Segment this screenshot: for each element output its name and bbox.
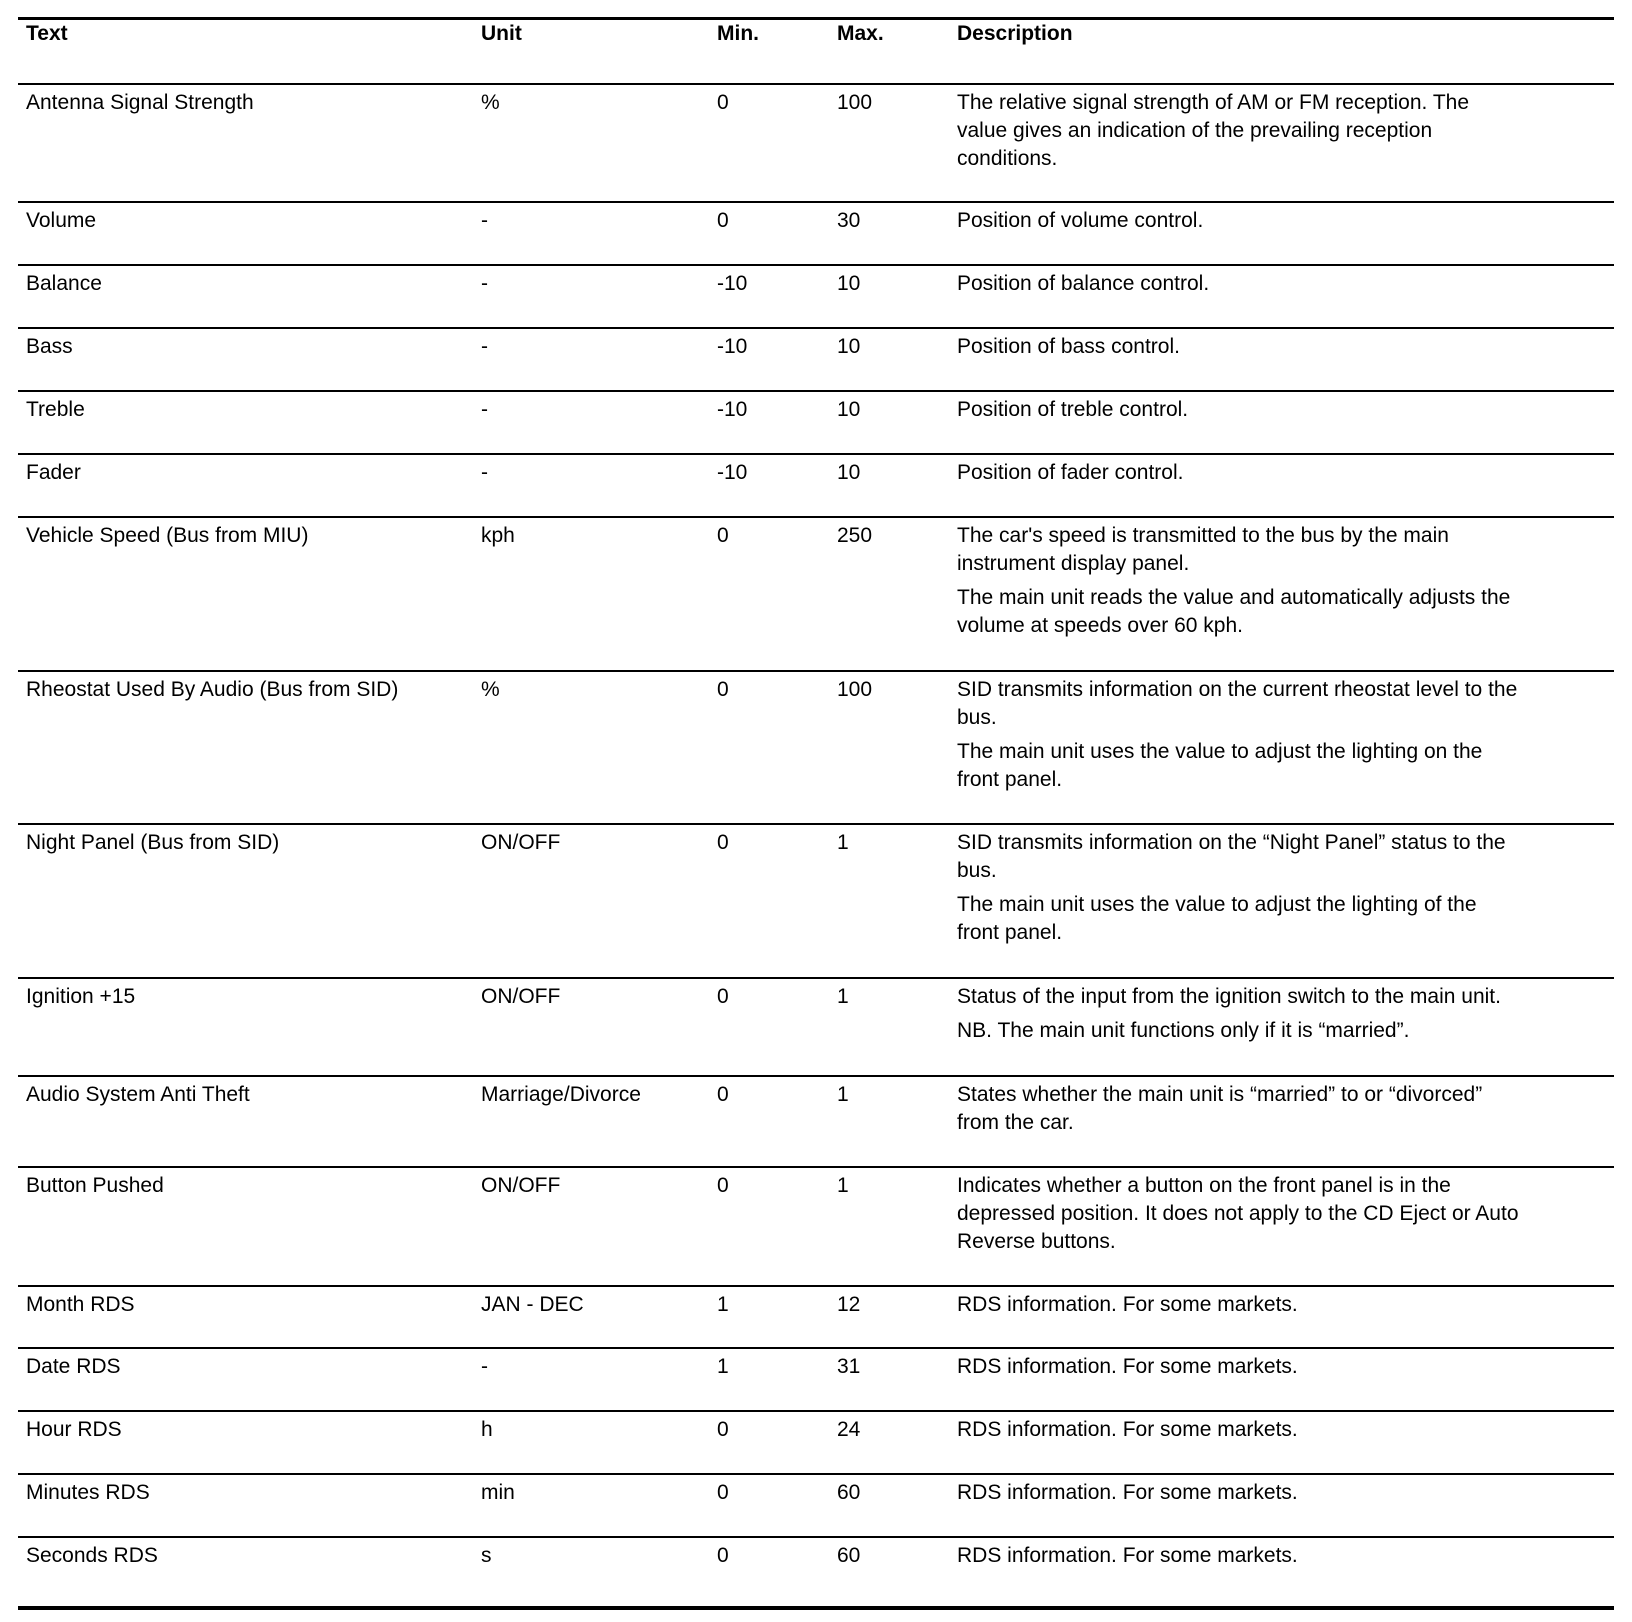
cell-description (957, 983, 1617, 1051)
cell-max: 100 (837, 91, 873, 114)
cell-max: 31 (837, 1355, 861, 1378)
cell-text: Balance (26, 272, 102, 295)
description-paragraph: NB. The main unit functions only if it is “married”. (957, 1019, 1410, 1042)
cell-description (957, 459, 1617, 493)
cell-description (957, 1416, 1617, 1450)
cell-max: 60 (837, 1544, 861, 1567)
table-row (18, 825, 1614, 979)
table-row (18, 1538, 1614, 1606)
cell-max: 1 (837, 1083, 849, 1106)
cell-min: 0 (717, 91, 729, 114)
cell-text: Night Panel (Bus from SID) (26, 831, 280, 854)
cell-max: 1 (837, 985, 849, 1008)
cell-min: 0 (717, 209, 729, 232)
description-paragraph: The relative signal strength of AM or FM reception. The value gives an indication of the prevailing reception conditions. (957, 91, 1470, 170)
cell-unit: % (481, 91, 500, 114)
cell-max: 24 (837, 1418, 861, 1441)
table-row (18, 266, 1614, 329)
cell-text: Vehicle Speed (Bus from MIU) (26, 524, 309, 547)
cell-max: 10 (837, 461, 861, 484)
parameter-table (18, 17, 1614, 1610)
header-min: Min. (717, 22, 759, 45)
table-row (18, 392, 1614, 455)
cell-unit: % (481, 678, 500, 701)
cell-text: Minutes RDS (26, 1481, 150, 1504)
cell-text: Treble (26, 398, 85, 421)
cell-unit: - (481, 398, 488, 421)
cell-min: 0 (717, 985, 729, 1008)
table-row (18, 203, 1614, 266)
cell-min: 0 (717, 1481, 729, 1504)
cell-text: Audio System Anti Theft (26, 1083, 250, 1106)
description-paragraph: The main unit uses the value to adjust the lighting on the front panel. (957, 740, 1483, 791)
description-paragraph: Position of fader control. (957, 461, 1184, 484)
table-row (18, 1077, 1614, 1168)
cell-description (957, 1291, 1617, 1325)
description-paragraph: Position of volume control. (957, 209, 1204, 232)
cell-min: 0 (717, 1418, 729, 1441)
description-paragraph: RDS information. For some markets. (957, 1481, 1298, 1504)
cell-text: Volume (26, 209, 97, 232)
table-row (18, 1475, 1614, 1538)
cell-min: 0 (717, 831, 729, 854)
description-paragraph: The main unit uses the value to adjust the lighting of the front panel. (957, 893, 1477, 944)
cell-max: 12 (837, 1293, 861, 1316)
description-paragraph: Indicates whether a button on the front panel is in the depressed position. It does not apply to the CD Eject or Auto Reverse buttons. (957, 1174, 1519, 1253)
cell-max: 1 (837, 1174, 849, 1197)
cell-text: Bass (26, 335, 73, 358)
description-paragraph: RDS information. For some markets. (957, 1544, 1298, 1567)
table-row (18, 1287, 1614, 1349)
table-row (18, 1412, 1614, 1475)
cell-description (957, 1479, 1617, 1513)
cell-text: Month RDS (26, 1293, 135, 1316)
cell-description (957, 270, 1617, 304)
cell-unit: - (481, 461, 488, 484)
table-row (18, 1168, 1614, 1287)
header-text: Text (26, 22, 68, 45)
description-paragraph: The car's speed is transmitted to the bus by the main instrument display panel. (957, 524, 1449, 575)
cell-description (957, 1172, 1617, 1262)
cell-unit: - (481, 1355, 488, 1378)
cell-description (957, 89, 1617, 179)
cell-description (957, 207, 1617, 241)
table-row (18, 672, 1614, 825)
cell-description (957, 676, 1617, 800)
cell-max: 250 (837, 524, 873, 547)
cell-max: 10 (837, 272, 861, 295)
description-paragraph: Position of bass control. (957, 335, 1180, 358)
cell-text: Seconds RDS (26, 1544, 158, 1567)
cell-description (957, 1081, 1617, 1143)
description-paragraph: The main unit reads the value and automatically adjusts the volume at speeds over 60 kph. (957, 586, 1511, 637)
description-paragraph: Position of treble control. (957, 398, 1189, 421)
cell-min: -10 (717, 461, 748, 484)
cell-text: Fader (26, 461, 81, 484)
table-row (18, 518, 1614, 672)
cell-max: 30 (837, 209, 861, 232)
cell-description (957, 522, 1617, 646)
cell-unit: - (481, 272, 488, 295)
table-row (18, 1349, 1614, 1412)
table-row (18, 329, 1614, 392)
description-paragraph: SID transmits information on the current rheostat level to the bus. (957, 678, 1518, 729)
header-description: Description (957, 22, 1073, 45)
cell-unit: ON/OFF (481, 1174, 561, 1197)
table-row (18, 979, 1614, 1077)
header-max: Max. (837, 22, 884, 45)
cell-min: 0 (717, 524, 729, 547)
cell-text: Date RDS (26, 1355, 121, 1378)
cell-text: Button Pushed (26, 1174, 164, 1197)
cell-description (957, 1353, 1617, 1387)
cell-unit: Marriage/Divorce (481, 1083, 641, 1106)
cell-min: 0 (717, 678, 729, 701)
cell-max: 10 (837, 335, 861, 358)
cell-unit: kph (481, 524, 515, 547)
cell-description (957, 829, 1617, 953)
cell-text: Hour RDS (26, 1418, 122, 1441)
cell-description (957, 333, 1617, 367)
cell-unit: JAN - DEC (481, 1293, 584, 1316)
cell-max: 10 (837, 398, 861, 421)
table-row (18, 85, 1614, 203)
cell-max: 60 (837, 1481, 861, 1504)
cell-unit: s (481, 1544, 492, 1567)
cell-max: 1 (837, 831, 849, 854)
cell-description (957, 396, 1617, 430)
description-paragraph: Position of balance control. (957, 272, 1210, 295)
table-row (18, 455, 1614, 518)
cell-text: Rheostat Used By Audio (Bus from SID) (26, 678, 399, 701)
cell-min: 1 (717, 1355, 729, 1378)
cell-min: -10 (717, 272, 748, 295)
cell-text: Antenna Signal Strength (26, 91, 254, 114)
cell-unit: ON/OFF (481, 831, 561, 854)
cell-unit: h (481, 1418, 493, 1441)
cell-min: 0 (717, 1174, 729, 1197)
cell-min: -10 (717, 335, 748, 358)
cell-min: -10 (717, 398, 748, 421)
header-unit: Unit (481, 22, 522, 45)
description-paragraph: Status of the input from the ignition switch to the main unit. (957, 985, 1501, 1008)
cell-description (957, 1542, 1617, 1576)
cell-unit: ON/OFF (481, 985, 561, 1008)
cell-unit: - (481, 335, 488, 358)
description-paragraph: SID transmits information on the “Night Panel” status to the bus. (957, 831, 1506, 882)
description-paragraph: States whether the main unit is “married” to or “divorced” from the car. (957, 1083, 1483, 1134)
table-header-row (18, 20, 1614, 85)
cell-min: 0 (717, 1083, 729, 1106)
cell-text: Ignition +15 (26, 985, 136, 1008)
description-paragraph: RDS information. For some markets. (957, 1355, 1298, 1378)
cell-unit: min (481, 1481, 515, 1504)
description-paragraph: RDS information. For some markets. (957, 1293, 1298, 1316)
cell-max: 100 (837, 678, 873, 701)
cell-unit: - (481, 209, 488, 232)
cell-min: 0 (717, 1544, 729, 1567)
description-paragraph: RDS information. For some markets. (957, 1418, 1298, 1441)
cell-min: 1 (717, 1293, 729, 1316)
